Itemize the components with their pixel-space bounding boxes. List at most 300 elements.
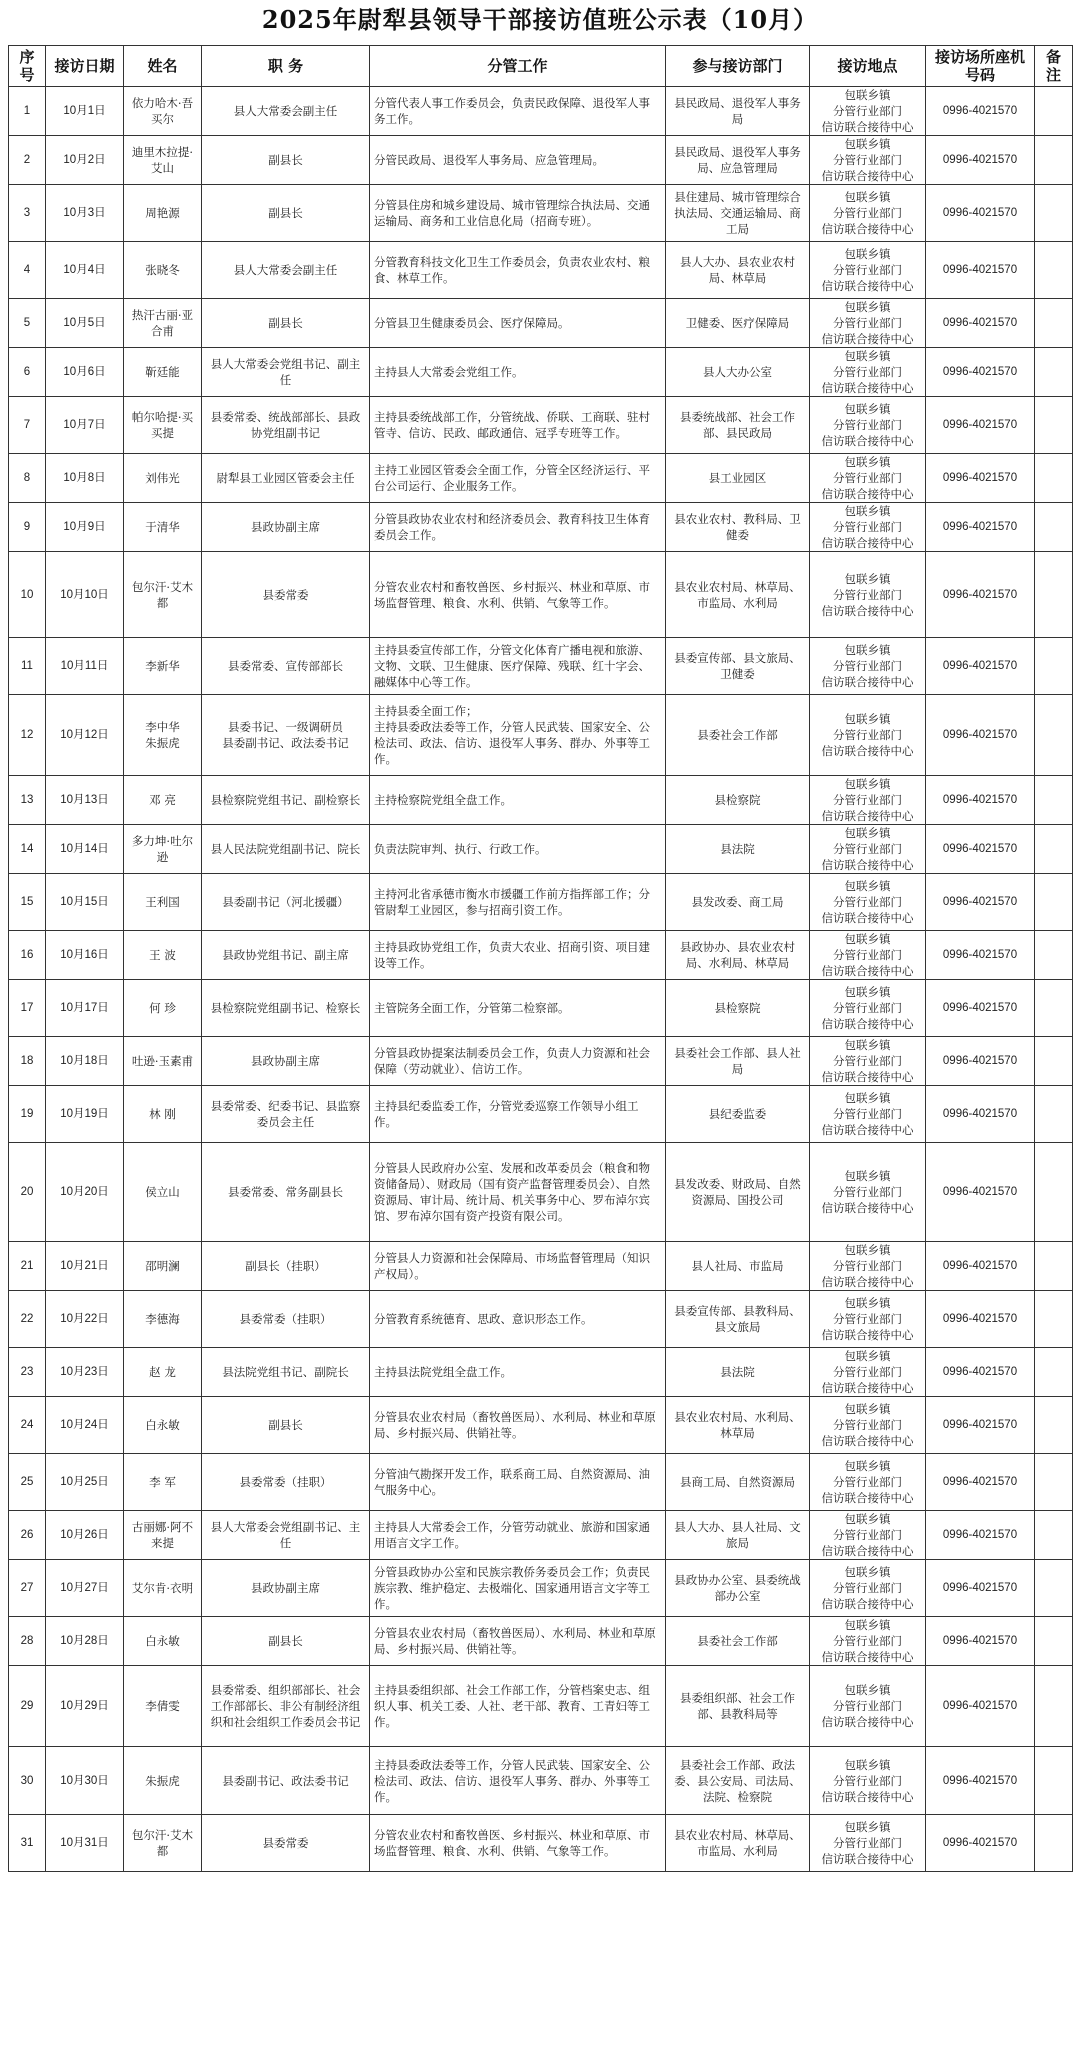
cell-position: 县委常委: [202, 1815, 370, 1872]
cell-remark: [1035, 874, 1073, 931]
cell-name: 包尔汗·艾木都: [124, 552, 202, 638]
cell-date: 10月5日: [46, 299, 124, 348]
location-line: 信访联合接待中心: [821, 603, 914, 618]
table-row: [9, 87, 1073, 136]
header-depts: 参与接访部门: [666, 46, 810, 87]
location-line: 信访联合接待中心: [821, 1070, 914, 1084]
cell-depts: 县委社会工作部: [666, 695, 810, 776]
location-line: 分管行业部门: [833, 1581, 902, 1595]
cell-date: 10月11日: [46, 638, 124, 695]
schedule-rows: [9, 87, 1073, 1872]
cell-position: 县法院党组书记、副院长: [202, 1348, 370, 1397]
location-line: 包联乡镇: [844, 1402, 891, 1416]
location-line: 信访联合接待中心: [821, 675, 914, 689]
cell-depts: 县法院: [666, 1348, 810, 1397]
cell-remark: [1035, 397, 1073, 454]
cell-position: 县委常委、纪委书记、县监察委员会主任: [202, 1086, 370, 1143]
cell-position: 县委常委、常务副县长: [202, 1143, 370, 1242]
cell-phone: 0996-4021570: [926, 87, 1035, 136]
cell-duties: 分管县政协办公室和民族宗教侨务委员会工作；负责民族宗教、维护稳定、去极端化、国家通用语言文字等工作。: [370, 1560, 666, 1617]
cell-date: 10月23日: [46, 1348, 124, 1397]
cell-position: 尉犁县工业园区管委会主任: [202, 454, 370, 503]
cell-name: 李新华: [124, 638, 202, 695]
cell-date: 10月2日: [46, 136, 124, 185]
table-row: [9, 931, 1073, 980]
cell-duties: 分管县政协提案法制委员会工作，负责人力资源和社会保障（劳动就业）、信访工作。: [370, 1037, 666, 1086]
location-line: 信访联合接待中心: [821, 1381, 914, 1395]
cell-remark: [1035, 931, 1073, 980]
cell-seq: 2: [9, 136, 46, 185]
cell-date: 10月17日: [46, 980, 124, 1037]
table-row: [9, 1291, 1073, 1348]
cell-seq: 8: [9, 454, 46, 503]
location-line: 信访联合接待中心: [821, 332, 914, 346]
cell-remark: [1035, 1454, 1073, 1511]
cell-phone: 0996-4021570: [926, 348, 1035, 397]
cell-duties: 分管民政局、退役军人事务局、应急管理局。: [370, 136, 666, 185]
cell-duties: 主持县委统战部工作，分管统战、侨联、工商联、驻村管寺、信访、民政、邮政通信、冠孚专班等工作。: [370, 397, 666, 454]
table-row: [9, 776, 1073, 825]
table-row: [9, 1086, 1073, 1143]
cell-phone: 0996-4021570: [926, 299, 1035, 348]
location-line: 分管行业部门: [833, 1528, 902, 1542]
location-line: 分管行业部门: [833, 948, 902, 962]
table-row: [9, 136, 1073, 185]
cell-date: 10月15日: [46, 874, 124, 931]
cell-depts: 县委宣传部、县文旅局、卫健委: [666, 638, 810, 695]
location-line: 包联乡镇: [844, 1512, 891, 1526]
cell-duties: 分管油气勘探开发工作，联系商工局、自然资源局、油气服务中心。: [370, 1454, 666, 1511]
cell-position: 县人大常委会副主任: [202, 242, 370, 299]
location-line: 包联乡镇: [844, 571, 891, 586]
location-line: 信访联合接待中心: [821, 1434, 914, 1448]
cell-phone: 0996-4021570: [926, 1291, 1035, 1348]
cell-depts: 县人大办、县人社局、文旅局: [666, 1511, 810, 1560]
cell-remark: [1035, 1666, 1073, 1747]
cell-remark: [1035, 87, 1073, 136]
location-line: 包联乡镇: [844, 455, 891, 469]
cell-location: [810, 1143, 926, 1242]
cell-seq: 13: [9, 776, 46, 825]
table-row: [9, 1348, 1073, 1397]
cell-date: 10月20日: [46, 1143, 124, 1242]
table-row: [9, 638, 1073, 695]
cell-phone: 0996-4021570: [926, 1454, 1035, 1511]
cell-location: [810, 1511, 926, 1560]
header-name: 姓名: [124, 46, 202, 87]
location-line: 分管行业部门: [833, 365, 902, 379]
location-line: 分管行业部门: [833, 728, 902, 742]
cell-seq: 31: [9, 1815, 46, 1872]
cell-duties: 主持县政协党组工作，负责大农业、招商引资、项目建设等工作。: [370, 931, 666, 980]
cell-position: 县人民法院党组副书记、院长: [202, 825, 370, 874]
cell-location: [810, 136, 926, 185]
cell-location: [810, 980, 926, 1037]
cell-duties: 分管县住房和城乡建设局、城市管理综合执法局、交通运输局、商务和工业信息化局（招商专班）。: [370, 185, 666, 242]
cell-seq: 15: [9, 874, 46, 931]
cell-name: 白永敏: [124, 1397, 202, 1454]
cell-seq: 11: [9, 638, 46, 695]
cell-seq: 12: [9, 695, 46, 776]
cell-remark: [1035, 980, 1073, 1037]
location-line: 分管行业部门: [833, 263, 902, 277]
cell-position: 副县长: [202, 1397, 370, 1454]
cell-duties: 主持河北省承德市衡水市援疆工作前方指挥部工作；分管尉犁工业园区，参与招商引资工作。: [370, 874, 666, 931]
location-line: 信访联合接待中心: [821, 222, 914, 236]
cell-date: 10月6日: [46, 348, 124, 397]
cell-remark: [1035, 242, 1073, 299]
cell-phone: 0996-4021570: [926, 397, 1035, 454]
cell-remark: [1035, 1348, 1073, 1397]
location-line: 信访联合接待中心: [821, 1275, 914, 1289]
location-line: 包联乡镇: [844, 1169, 891, 1183]
cell-remark: [1035, 454, 1073, 503]
location-line: 分管行业部门: [833, 520, 902, 534]
cell-location: [810, 931, 926, 980]
cell-location: [810, 87, 926, 136]
cell-name: 古丽娜·阿不来提: [124, 1511, 202, 1560]
location-line: 包联乡镇: [844, 1038, 891, 1052]
cell-duties: 分管县人民政府办公室、发展和改革委员会（粮食和物资储备局）、财政局（国有资产监督管理委员会）、自然资源局、审计局、统计局、机关事务中心、罗布淖尔宾馆、罗布淖尔国有资产投资有限公司。: [370, 1143, 666, 1242]
location-line: 包联乡镇: [844, 247, 891, 261]
cell-position: 县委常委、组织部部长、社会工作部部长、非公有制经济组织和社会组织工作委员会书记: [202, 1666, 370, 1747]
cell-name: 邵明澜: [124, 1242, 202, 1291]
cell-location: [810, 695, 926, 776]
table-row: [9, 825, 1073, 874]
cell-remark: [1035, 695, 1073, 776]
cell-duties: 主持县人大常委会工作，分管劳动就业、旅游和国家通用语言文字工作。: [370, 1511, 666, 1560]
table-row: [9, 503, 1073, 552]
cell-location: [810, 1037, 926, 1086]
cell-phone: 0996-4021570: [926, 1617, 1035, 1666]
cell-location: [810, 1086, 926, 1143]
cell-duties: 分管县人力资源和社会保障局、市场监督管理局（知识产权局）。: [370, 1242, 666, 1291]
location-line: 信访联合接待中心: [821, 536, 914, 550]
location-line: 信访联合接待中心: [821, 1715, 914, 1729]
cell-duties: 主持县人大常委会党组工作。: [370, 348, 666, 397]
cell-phone: 0996-4021570: [926, 931, 1035, 980]
location-line: 信访联合接待中心: [821, 1597, 914, 1611]
cell-phone: 0996-4021570: [926, 242, 1035, 299]
cell-seq: 22: [9, 1291, 46, 1348]
cell-phone: 0996-4021570: [926, 136, 1035, 185]
cell-location: [810, 1815, 926, 1872]
cell-phone: 0996-4021570: [926, 825, 1035, 874]
cell-depts: 县委社会工作部、县人社局: [666, 1037, 810, 1086]
location-line: 分管行业部门: [833, 1001, 902, 1015]
location-line: 分管行业部门: [833, 659, 902, 673]
cell-seq: 23: [9, 1348, 46, 1397]
cell-seq: 4: [9, 242, 46, 299]
cell-location: [810, 825, 926, 874]
cell-duties: 分管县卫生健康委员会、医疗保障局。: [370, 299, 666, 348]
cell-phone: 0996-4021570: [926, 1747, 1035, 1815]
table-row: [9, 1815, 1073, 1872]
cell-date: 10月24日: [46, 1397, 124, 1454]
cell-position: 县委副书记、政法委书记: [202, 1747, 370, 1815]
cell-name: 林 刚: [124, 1086, 202, 1143]
cell-remark: [1035, 552, 1073, 638]
location-line: 信访联合接待中心: [821, 744, 914, 758]
location-line: 包联乡镇: [844, 1683, 891, 1697]
cell-remark: [1035, 1291, 1073, 1348]
cell-depts: 县住建局、城市管理综合执法局、交通运输局、商工局: [666, 185, 810, 242]
cell-depts: 县委社会工作部: [666, 1617, 810, 1666]
table-row: [9, 1617, 1073, 1666]
cell-seq: 17: [9, 980, 46, 1037]
cell-phone: 0996-4021570: [926, 638, 1035, 695]
cell-depts: 县委社会工作部、政法委、县公安局、司法局、法院、检察院: [666, 1747, 810, 1815]
cell-location: [810, 1666, 926, 1747]
cell-name: 帕尔哈提·买买提: [124, 397, 202, 454]
cell-seq: 1: [9, 87, 46, 136]
table-row: [9, 1397, 1073, 1454]
cell-duties: 分管县农业农村局（畜牧兽医局）、水利局、林业和草原局、乡村振兴局、供销社等。: [370, 1397, 666, 1454]
cell-phone: 0996-4021570: [926, 1397, 1035, 1454]
cell-phone: 0996-4021570: [926, 1037, 1035, 1086]
header-date: 接访日期: [46, 46, 124, 87]
cell-date: 10月19日: [46, 1086, 124, 1143]
cell-remark: [1035, 638, 1073, 695]
cell-remark: [1035, 1560, 1073, 1617]
cell-phone: 0996-4021570: [926, 695, 1035, 776]
cell-name: 吐逊·玉素甫: [124, 1037, 202, 1086]
location-line: 包联乡镇: [844, 1243, 891, 1257]
cell-name: 依力哈木·吾买尔: [124, 87, 202, 136]
location-line: 包联乡镇: [844, 190, 891, 204]
cell-location: [810, 1747, 926, 1815]
cell-seq: 18: [9, 1037, 46, 1086]
cell-name: 迪里木拉提·艾山: [124, 136, 202, 185]
cell-name: 赵 龙: [124, 1348, 202, 1397]
cell-name: 王 波: [124, 931, 202, 980]
table-row: [9, 874, 1073, 931]
table-row: [9, 299, 1073, 348]
cell-phone: 0996-4021570: [926, 1666, 1035, 1747]
cell-date: 10月25日: [46, 1454, 124, 1511]
location-line: 信访联合接待中心: [821, 1328, 914, 1342]
cell-location: [810, 552, 926, 638]
cell-depts: 县农业农村局、林草局、市监局、水利局: [666, 552, 810, 638]
cell-phone: 0996-4021570: [926, 1815, 1035, 1872]
cell-date: 10月26日: [46, 1511, 124, 1560]
location-line: 信访联合接待中心: [821, 1491, 914, 1505]
cell-name: 李倩雯: [124, 1666, 202, 1747]
cell-name: 侯立山: [124, 1143, 202, 1242]
table-row: [9, 397, 1073, 454]
cell-remark: [1035, 1143, 1073, 1242]
location-line: 分管行业部门: [833, 206, 902, 220]
cell-seq: 14: [9, 825, 46, 874]
cell-remark: [1035, 1086, 1073, 1143]
location-line: 信访联合接待中心: [821, 1017, 914, 1031]
cell-phone: 0996-4021570: [926, 552, 1035, 638]
cell-location: [810, 1454, 926, 1511]
cell-depts: 县民政局、退役军人事务局: [666, 87, 810, 136]
table-row: [9, 1666, 1073, 1747]
cell-duties: 分管县政协农业农村和经济委员会、教育科技卫生体育委员会工作。: [370, 503, 666, 552]
location-line: 信访联合接待中心: [821, 279, 914, 293]
location-line: 包联乡镇: [844, 1820, 891, 1834]
location-line: 信访联合接待中心: [821, 911, 914, 925]
location-line: 分管行业部门: [833, 316, 902, 330]
cell-location: [810, 1397, 926, 1454]
cell-duties: 主持检察院党组全盘工作。: [370, 776, 666, 825]
cell-remark: [1035, 776, 1073, 825]
cell-duties: 分管教育系统德育、思政、意识形态工作。: [370, 1291, 666, 1348]
location-line: 信访联合接待中心: [821, 1123, 914, 1137]
location-line: 分管行业部门: [833, 1418, 902, 1432]
cell-position: 县政协副主席: [202, 1560, 370, 1617]
cell-seq: 24: [9, 1397, 46, 1454]
cell-date: 10月29日: [46, 1666, 124, 1747]
table-row: [9, 348, 1073, 397]
cell-position: 副县长: [202, 185, 370, 242]
cell-remark: [1035, 1511, 1073, 1560]
cell-phone: 0996-4021570: [926, 454, 1035, 503]
location-line: 分管行业部门: [833, 1699, 902, 1713]
cell-date: 10月1日: [46, 87, 124, 136]
cell-position: 副县长: [202, 1617, 370, 1666]
cell-depts: 县农业农村局、水利局、林草局: [666, 1397, 810, 1454]
cell-remark: [1035, 299, 1073, 348]
cell-depts: 卫健委、医疗保障局: [666, 299, 810, 348]
cell-depts: 县人大办公室: [666, 348, 810, 397]
location-line: 包联乡镇: [844, 88, 891, 102]
table-row: [9, 552, 1073, 638]
cell-depts: 县农业农村、教科局、卫健委: [666, 503, 810, 552]
cell-position: 县委书记、一级调研员 县委副书记、政法委书记: [202, 695, 370, 776]
cell-name: 热汗古丽·亚合甫: [124, 299, 202, 348]
cell-name: 艾尔肯·衣明: [124, 1560, 202, 1617]
location-line: 包联乡镇: [844, 349, 891, 363]
cell-name: 邓 亮: [124, 776, 202, 825]
cell-seq: 26: [9, 1511, 46, 1560]
location-line: 信访联合接待中心: [821, 1201, 914, 1215]
cell-date: 10月28日: [46, 1617, 124, 1666]
cell-phone: 0996-4021570: [926, 503, 1035, 552]
cell-depts: 县委统战部、社会工作部、县民政局: [666, 397, 810, 454]
cell-phone: 0996-4021570: [926, 1348, 1035, 1397]
cell-duties: 分管代表人事工作委员会，负责民政保障、退役军人事务工作。: [370, 87, 666, 136]
location-line: 信访联合接待中心: [821, 487, 914, 501]
cell-position: 县委常委、宣传部部长: [202, 638, 370, 695]
cell-name: 何 珍: [124, 980, 202, 1037]
location-line: 包联乡镇: [844, 643, 891, 657]
cell-remark: [1035, 825, 1073, 874]
location-line: 分管行业部门: [833, 1634, 902, 1648]
location-line: 信访联合接待中心: [821, 381, 914, 395]
location-line: 分管行业部门: [833, 793, 902, 807]
header-position: 职 务: [202, 46, 370, 87]
cell-location: [810, 299, 926, 348]
table-row: [9, 980, 1073, 1037]
location-line: 信访联合接待中心: [821, 809, 914, 823]
schedule-table: [8, 45, 1073, 1872]
header-row: [9, 46, 1073, 87]
cell-duties: 主管院务全面工作，分管第二检察部。: [370, 980, 666, 1037]
location-line: 信访联合接待中心: [821, 1544, 914, 1558]
location-line: 分管行业部门: [833, 1475, 902, 1489]
cell-duties: 主持工业园区管委会全面工作，分管全区经济运行、平台公司运行、企业服务工作。: [370, 454, 666, 503]
location-line: 分管行业部门: [833, 1365, 902, 1379]
cell-location: [810, 242, 926, 299]
header-remark: 备注: [1035, 46, 1073, 87]
table-row: [9, 1454, 1073, 1511]
cell-location: [810, 454, 926, 503]
cell-duties: 分管教育科技文化卫生工作委员会，负责农业农村、粮食、林草工作。: [370, 242, 666, 299]
cell-duties: 主持县委政法委等工作，分管人民武装、国家安全、公检法司、政法、信访、退役军人事务、群办、外事等工作。: [370, 1747, 666, 1815]
location-line: 包联乡镇: [844, 932, 891, 946]
location-line: 分管行业部门: [833, 1259, 902, 1273]
location-line: 包联乡镇: [844, 1296, 891, 1310]
location-line: 分管行业部门: [833, 1836, 902, 1850]
cell-seq: 30: [9, 1747, 46, 1815]
location-line: 包联乡镇: [844, 879, 891, 893]
location-line: 信访联合接待中心: [821, 858, 914, 872]
location-line: 包联乡镇: [844, 1565, 891, 1579]
table-row: [9, 1143, 1073, 1242]
cell-depts: 县政协办公室、县委统战部办公室: [666, 1560, 810, 1617]
cell-seq: 25: [9, 1454, 46, 1511]
location-line: 分管行业部门: [833, 1773, 902, 1788]
cell-date: 10月18日: [46, 1037, 124, 1086]
cell-date: 10月12日: [46, 695, 124, 776]
table-row: [9, 1747, 1073, 1815]
cell-date: 10月3日: [46, 185, 124, 242]
cell-position: 县人大常委会党组书记、副主任: [202, 348, 370, 397]
cell-duties: 主持县法院党组全盘工作。: [370, 1348, 666, 1397]
location-line: 分管行业部门: [833, 104, 902, 118]
cell-location: [810, 1348, 926, 1397]
table-row: [9, 1242, 1073, 1291]
cell-depts: 县商工局、自然资源局: [666, 1454, 810, 1511]
location-line: 分管行业部门: [833, 471, 902, 485]
table-row: [9, 1560, 1073, 1617]
cell-position: 县委常委（挂职）: [202, 1291, 370, 1348]
page-title: 2025年尉犁县领导干部接访值班公示表（10月）: [261, 5, 819, 34]
cell-duties: 负责法院审判、执行、行政工作。: [370, 825, 666, 874]
cell-date: 10月7日: [46, 397, 124, 454]
cell-name: 白永敏: [124, 1617, 202, 1666]
cell-seq: 29: [9, 1666, 46, 1747]
cell-depts: 县农业农村局、林草局、市监局、水利局: [666, 1815, 810, 1872]
cell-name: 周艳源: [124, 185, 202, 242]
location-line: 信访联合接待中心: [821, 964, 914, 978]
cell-position: 副县长（挂职）: [202, 1242, 370, 1291]
location-line: 分管行业部门: [833, 842, 902, 856]
cell-location: [810, 503, 926, 552]
cell-location: [810, 185, 926, 242]
cell-date: 10月31日: [46, 1815, 124, 1872]
location-line: 分管行业部门: [833, 1312, 902, 1326]
cell-seq: 5: [9, 299, 46, 348]
cell-position: 县人大常委会党组副书记、主任: [202, 1511, 370, 1560]
cell-duties: 分管县农业农村局（畜牧兽医局）、水利局、林业和草原局、乡村振兴局、供销社等。: [370, 1617, 666, 1666]
cell-remark: [1035, 1037, 1073, 1086]
cell-position: 副县长: [202, 136, 370, 185]
cell-position: 县委常委（挂职）: [202, 1454, 370, 1511]
cell-date: 10月9日: [46, 503, 124, 552]
location-line: 分管行业部门: [833, 1185, 902, 1199]
cell-position: 副县长: [202, 299, 370, 348]
cell-location: [810, 638, 926, 695]
cell-date: 10月10日: [46, 552, 124, 638]
cell-date: 10月8日: [46, 454, 124, 503]
cell-name: 于清华: [124, 503, 202, 552]
cell-seq: 10: [9, 552, 46, 638]
location-line: 包联乡镇: [844, 1757, 891, 1772]
